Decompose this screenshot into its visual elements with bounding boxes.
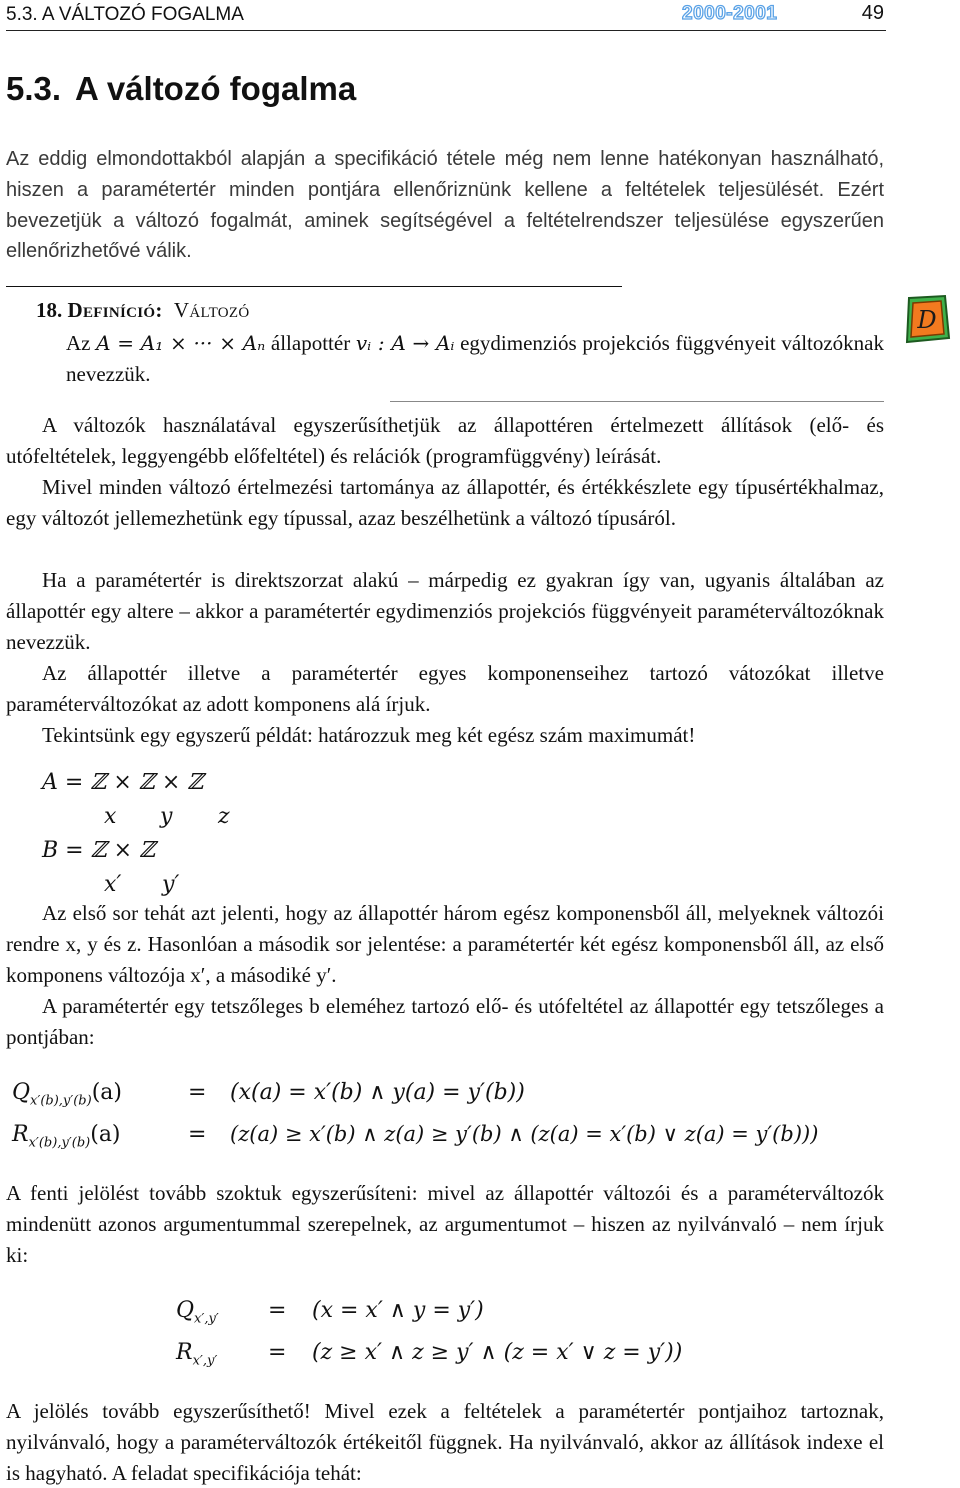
postcondition-short: $R_{x',y'}$ bbox=[176, 1340, 218, 1369]
projection-formula: vᵢ : A → Aᵢ bbox=[355, 331, 455, 355]
precondition-short-eq: = bbox=[268, 1298, 287, 1323]
var-z: z bbox=[218, 804, 230, 829]
var-x: x bbox=[104, 804, 117, 829]
postcondition-short-eq: = bbox=[268, 1340, 287, 1365]
precondition-rhs: (x(a) = x′(b) ∧ y(a) = y′(b)) bbox=[230, 1080, 525, 1105]
short-conditions bbox=[176, 1298, 876, 1378]
running-header bbox=[6, 0, 886, 31]
definition-body bbox=[66, 328, 884, 390]
year-badge: 2000-2001 bbox=[682, 3, 778, 24]
state-space-formula: A = A₁ × ··· × Aₙ bbox=[96, 331, 266, 355]
paragraph-variables-usage: A változók használatával egyszerűsíthetjük az állapottéren értelmezett állítások (elő- és utófeltételek, leggyengébb előfeltétel) és relációk (programfüggvény) leírását. bbox=[6, 413, 884, 468]
var-y: y bbox=[160, 804, 173, 829]
paragraph-example-intro: Tekintsünk egy egyszerű példát: határozzuk meg két egész szám maximumát! bbox=[42, 723, 696, 747]
definition-keyword: Definíció: bbox=[67, 298, 163, 322]
state-space-line: A = ℤ × ℤ × ℤ bbox=[42, 770, 204, 795]
paragraph-closing: A jelölés tovább egyszerűsíthető! Mivel ezek a feltételek a paramétertér pontjaihoz tartoznak, nyilvánvaló, hogy a paraméterváltozók értékeitől függnek. Ha nyilvánvaló, akkor az állítások indexe el is hagyható. A feladat specifikációja tehát: bbox=[6, 1399, 884, 1485]
page-number: 49 bbox=[861, 2, 884, 24]
definition-tail: egydimenziós projekciós függvényeit változóknak nevezzük. bbox=[66, 331, 884, 386]
definition-bottom-rule bbox=[390, 401, 884, 402]
postcondition-eq: = bbox=[188, 1122, 207, 1147]
section-title-text: A változó fogalma bbox=[75, 70, 357, 107]
paragraph-components: Az állapottér illetve a paramétertér egyes komponenseihez tartozó vátozókat illetve paraméterváltozókat az adott komponens alá írjuk. bbox=[6, 661, 884, 716]
var-y-prime: y′ bbox=[162, 872, 180, 897]
precondition-short-rhs: (x = x′ ∧ y = y′) bbox=[312, 1298, 484, 1323]
precondition-short: $Q_{x',y'}$ bbox=[176, 1298, 219, 1327]
postcondition-full: $R_{x'(b),y'(b)}(a)$ bbox=[12, 1122, 121, 1151]
parameter-space-line: B = ℤ × ℤ bbox=[42, 838, 156, 863]
paragraph-parameter-variables: Ha a paramétertér is direktszorzat alakú – márpedig ez gyakran így van, ugyanis általában az állapottér egy altere – akkor a paramétertér egydimenziós projekciós függvényeit paraméterváltozóknak nevezzük. bbox=[6, 568, 884, 654]
postcondition-short-rhs: (z ≥ x′ ∧ z ≥ y′ ∧ (z = x′ ∨ z = y′)) bbox=[312, 1340, 683, 1365]
paragraph-conditions-intro: A paramétertér egy tetszőleges b eleméhez tartozó elő- és utófeltétel az állapottér egy tetszőleges a pontjában: bbox=[6, 994, 884, 1049]
definition-lead: Az bbox=[66, 331, 91, 355]
section-number: 5.3. bbox=[6, 70, 62, 107]
paragraph-variable-type: Mivel minden változó értelmezési tartománya az állapottér, és értékkészlete egy típusértékhalmaz, egy változót jellemezhetünk egy típussal, azaz beszélhetünk a változó típusáról. bbox=[6, 475, 884, 530]
definition-term: Változó bbox=[173, 298, 250, 322]
example-spaces bbox=[42, 770, 342, 900]
precondition-eq: = bbox=[188, 1080, 207, 1105]
definition-number: 18. bbox=[36, 298, 63, 322]
section-title bbox=[6, 70, 356, 108]
postcondition-rhs: (z(a) ≥ x′(b) ∧ z(a) ≥ y′(b) ∧ (z(a) = x′(b) ∨ z(a) = y′(b))) bbox=[230, 1122, 819, 1146]
paragraph-explanation: Az első sor tehát azt jelenti, hogy az állapottér három egész komponensből áll, melyeknek változói rendre x, y és z. Hasonlóan a második sor jelentése: a paramétertér két egész komponensből áll, az első komponens változója x′, a másodiké y′. bbox=[6, 901, 884, 987]
header-section-label: 5.3. A VÁLTOZÓ FOGALMA bbox=[6, 4, 244, 25]
full-conditions bbox=[12, 1080, 892, 1160]
badge-letter: D bbox=[917, 306, 937, 334]
paragraph-simplify: A fenti jelölést tovább szoktuk egyszerűsíteni: mivel az állapottér változói és a paraméterváltozók mindenütt azonos argumentummal szerepelnek, az argumentumot – hiszen az nyilvánvaló – nem írjuk ki: bbox=[6, 1181, 884, 1267]
definition-top-rule bbox=[6, 286, 622, 287]
definition-badge-icon bbox=[903, 294, 951, 344]
definition-heading bbox=[36, 298, 250, 323]
definition-mid: állapottér bbox=[270, 331, 351, 355]
var-x-prime: x′ bbox=[104, 872, 122, 897]
intro-paragraph: Az eddig elmondottakból alapján a specifikáció tétele még nem lenne hatékonyan használható, hiszen a paramétertér minden pontjára ellenőriznünk kellene a feltételek teljesülését. Ezért bevezetjük a változó fogalmát, aminek segítségével a feltételrendszer teljesülése egyszerűen ellenőrizhetővé válik. bbox=[6, 148, 884, 263]
precondition-full: $Q_{x'(b),y'(b)}(a)$ bbox=[12, 1080, 122, 1109]
